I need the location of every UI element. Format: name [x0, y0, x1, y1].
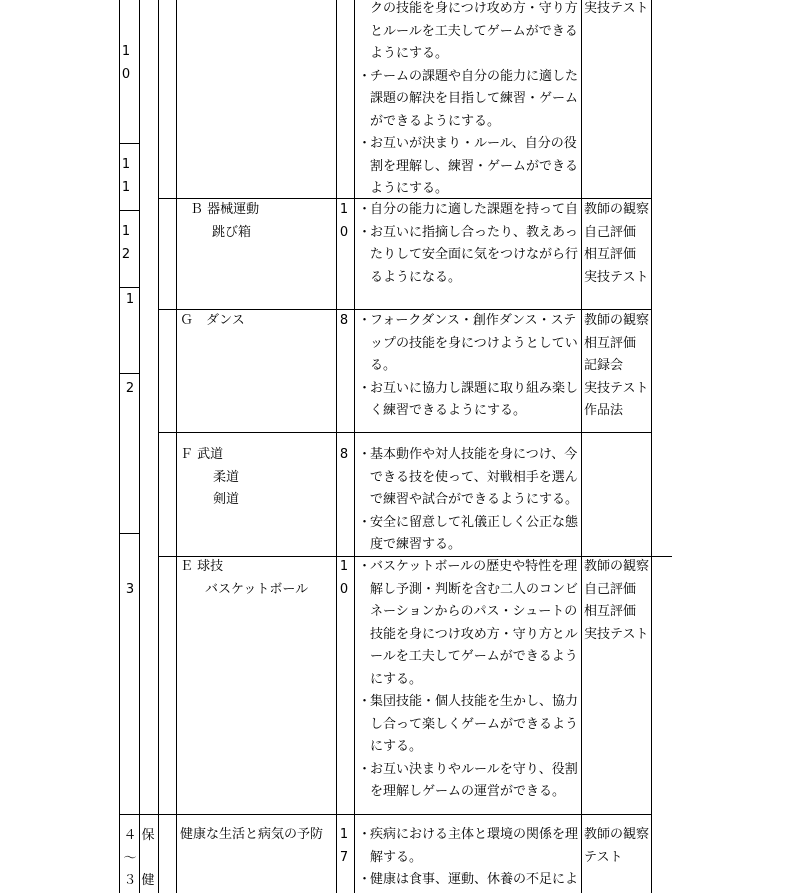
evaluation-method: 相互評価 [584, 247, 637, 262]
evaluation-method: 自己評価 [584, 581, 637, 597]
objective-line: 集団技能・個人技能を生かし、協力 [370, 694, 579, 709]
column-divider [581, 0, 582, 893]
unit-name: バスケットボール [205, 581, 309, 597]
unit-hours: 0 [339, 224, 349, 240]
objective-bullet: ・ [358, 872, 372, 887]
objective-line: バスケットボールの歴史や特性を理 [370, 559, 578, 574]
objective-bullet: ・ [358, 224, 372, 240]
month-label: 1 [121, 224, 131, 239]
evaluation-method: 相互評価 [584, 335, 637, 351]
objective-line: 自分の能力に適した課題を持って自 [370, 202, 579, 217]
month-divider [119, 287, 139, 288]
objective-bullet: ・ [358, 202, 372, 217]
objective-line: 健康は食事、運動、休養の不足によ [370, 872, 579, 887]
month-label: 1 [121, 157, 131, 172]
objective-bullet: ・ [358, 514, 372, 530]
objective-line: で練習や試合ができるようにする。 [370, 492, 579, 507]
month-label: 1 [121, 180, 131, 195]
unit-hours: 1 [339, 559, 349, 574]
unit-hours: 0 [339, 581, 349, 597]
objective-line: ップの技能を身につけようとしてい [370, 335, 578, 351]
unit-hours: 7 [339, 849, 349, 865]
unit-name: Ｅ 球技 [180, 559, 224, 574]
month-label: 2 [121, 247, 131, 262]
evaluation-method: 記録会 [584, 358, 624, 373]
month-divider [119, 373, 139, 374]
objective-bullet: ・ [358, 136, 372, 151]
evaluation-method: 作品法 [584, 403, 624, 418]
objective-line: 解し予測・判断を含む二人のコンビ [370, 581, 579, 597]
evaluation-method: 実技テスト [584, 1, 649, 16]
table-border-right [651, 0, 652, 893]
evaluation-method: テスト [584, 849, 623, 865]
objective-line: 基本動作や対人技能を身につけ、今 [370, 447, 578, 462]
objective-line: ールを工夫してゲームができるよう [370, 649, 578, 664]
evaluation-method: 相互評価 [584, 604, 637, 619]
objective-line: ようにする。 [370, 181, 449, 196]
unit-hours: 8 [339, 447, 349, 462]
objective-line: ようにする。 [370, 46, 449, 61]
unit-name: 健康な生活と病気の予防 [180, 827, 324, 842]
table-border-left [119, 0, 120, 893]
objective-line: お互い決まりやルールを守り、役割 [370, 761, 578, 777]
month-label: 0 [121, 67, 131, 82]
objective-bullet: ・ [358, 761, 372, 777]
field-label: 健 [141, 873, 155, 888]
row-divider [158, 432, 652, 433]
unit-name: Ｇ ダンス [180, 313, 245, 328]
unit-name: Ｂ 器械運動 [190, 202, 260, 217]
evaluation-method: 教師の観察 [584, 202, 650, 217]
unit-name: 跳び箱 [212, 224, 252, 240]
objective-bullet: ・ [358, 827, 372, 842]
row-divider [119, 814, 652, 815]
objective-line: お互いに指摘し合ったり、教えあっ [370, 224, 578, 240]
objective-line: とルールを工夫してゲームができる [370, 23, 578, 39]
objective-line: にする。 [370, 671, 423, 687]
objective-bullet: ・ [358, 313, 372, 328]
objective-bullet: ・ [358, 694, 372, 709]
month-label: 1 [125, 292, 135, 307]
objective-line: 課題の解決を目指して練習・ゲーム [370, 91, 579, 106]
objective-line: 安全に留意して礼儀正しく公正な態 [370, 514, 579, 530]
evaluation-method: 教師の観察 [584, 827, 650, 842]
unit-hours: 8 [339, 313, 349, 328]
objective-line: 度で練習する。 [370, 537, 462, 552]
objective-line: 解する。 [370, 849, 423, 865]
unit-name: 剣道 [213, 492, 240, 507]
field-label: 保 [141, 828, 155, 843]
unit-name: 柔道 [213, 469, 240, 485]
column-divider [176, 0, 177, 893]
objective-line: にする。 [370, 739, 423, 754]
evaluation-method: 自己評価 [584, 224, 637, 240]
objective-line: るようになる。 [370, 269, 462, 285]
objective-line: クの技能を身につけ攻め方・守り方 [370, 1, 578, 16]
objective-bullet: ・ [358, 380, 372, 396]
objective-bullet: ・ [358, 559, 372, 574]
objective-line: たりして安全面に気をつけながら行 [370, 247, 579, 262]
objective-line: ネーションからのパス・シュートの [370, 604, 578, 619]
objective-line: る。 [370, 358, 397, 373]
evaluation-method: 教師の観察 [584, 559, 650, 574]
month-label: 1 [121, 44, 131, 59]
column-divider [139, 0, 140, 893]
objective-bullet: ・ [358, 68, 372, 84]
evaluation-method: 実技テスト [584, 380, 649, 396]
objective-line: 疾病における主体と環境の関係を理 [370, 827, 579, 842]
column-divider [354, 0, 355, 893]
objective-line: お互いが決まり・ルール、自分の役 [370, 136, 577, 151]
month-label: 3 [125, 582, 135, 597]
unit-hours: 1 [339, 202, 349, 217]
month-divider [119, 533, 139, 534]
objective-line: 割を理解し、練習・ゲームができる [370, 158, 579, 174]
objective-line: お互いに協力し課題に取り組み楽し [370, 380, 579, 396]
objective-bullet: ・ [358, 447, 372, 462]
objective-line: く練習できるようにする。 [370, 403, 527, 418]
column-divider [158, 0, 159, 893]
month-label: 2 [125, 381, 135, 396]
month-divider [119, 143, 139, 144]
objective-line: フォークダンス・創作ダンス・ステ [370, 313, 577, 328]
unit-name: Ｆ 武道 [180, 447, 224, 462]
month-label: ４ [123, 828, 137, 843]
objective-line: ができるようにする。 [370, 113, 501, 129]
objective-line: し合って楽しくゲームができるよう [370, 716, 579, 732]
objective-line: 技能を身につけ攻め方・守り方とル [370, 626, 578, 642]
month-divider [119, 210, 139, 211]
unit-hours: 1 [339, 827, 349, 842]
evaluation-method: 実技テスト [584, 626, 649, 642]
evaluation-method: 教師の観察 [584, 313, 650, 328]
objective-line: チームの課題や自分の能力に適した [370, 68, 579, 84]
evaluation-method: 実技テスト [584, 269, 649, 285]
month-label: ３ [123, 873, 137, 888]
objective-line: できる技を使って、対戦相手を選ん [370, 469, 578, 485]
objective-line: を理解しゲームの運営ができる。 [370, 784, 566, 799]
month-label: 〜 [123, 851, 137, 866]
